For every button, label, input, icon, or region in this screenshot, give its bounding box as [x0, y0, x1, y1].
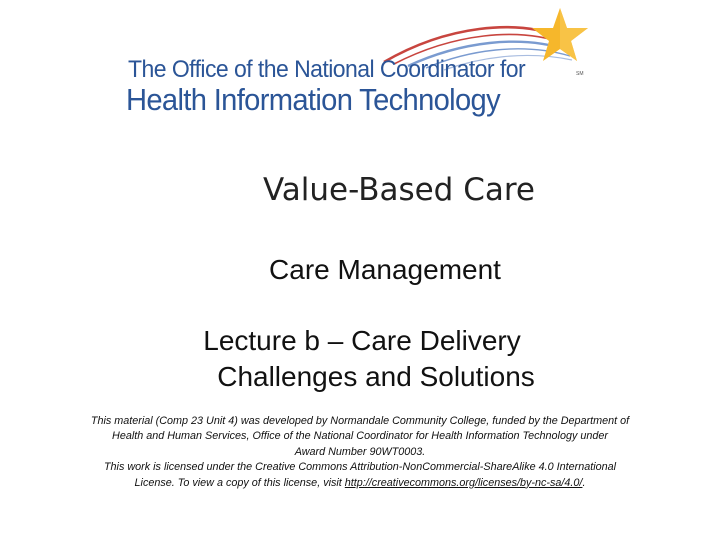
slide-subtitle: Care Management [269, 254, 501, 285]
license-notice [40, 414, 680, 491]
lecture-title-line2: Challenges and Solutions [217, 361, 535, 392]
logo-line-hit: Health Information Technology [126, 82, 501, 117]
onc-logo [126, 4, 606, 122]
license-line-5 [40, 476, 680, 491]
logo-line-office: The Office of the National Coordinator for [128, 56, 526, 83]
license-line-1: This material (Comp 23 Unit 4) was developed by Normandale Community College, funded by the Department of [90, 415, 630, 427]
license-link[interactable]: http://creativecommons.org/licenses/by-nc-sa/4.0/ [344, 476, 583, 489]
slide-title: Value-Based Care [262, 172, 535, 208]
license-line-5-suffix: . [582, 476, 586, 489]
license-line-3: Award Number 90WT0003. [294, 445, 426, 458]
license-line-2: Health and Human Services, Office of the National Coordinator for Health Information Technology under [112, 430, 608, 443]
lecture-title [0, 323, 720, 395]
license-line-5-prefix: License. To view a copy of this license, visit [134, 476, 345, 489]
lecture-title-line1: Lecture b – Care Delivery [203, 325, 521, 356]
license-line-4: This work is licensed under the Creative Commons Attribution-NonCommercial-ShareAlike 4.0 International [103, 461, 617, 474]
service-mark: SM [576, 71, 584, 77]
